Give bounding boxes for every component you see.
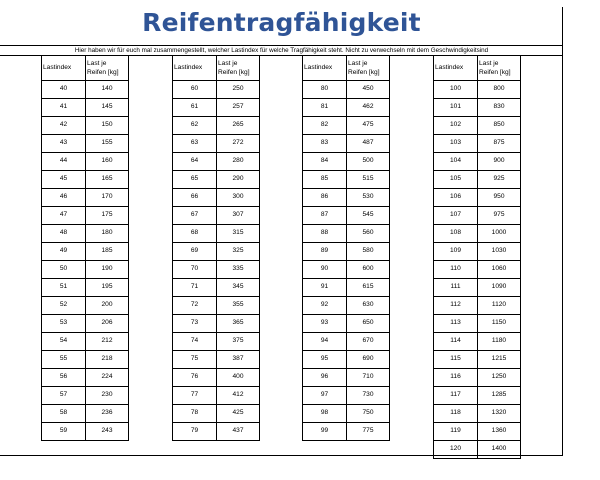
load-index-cell: 69 bbox=[173, 243, 217, 261]
load-index-cell: 81 bbox=[303, 99, 347, 117]
column-header-last-je-reifen bbox=[347, 56, 390, 81]
load-kg-cell: 1150 bbox=[478, 315, 521, 333]
table-row bbox=[42, 99, 129, 117]
load-kg-cell: 1120 bbox=[478, 297, 521, 315]
load-index-cell: 72 bbox=[173, 297, 217, 315]
load-index-cell: 87 bbox=[303, 207, 347, 225]
table-row bbox=[173, 387, 260, 405]
load-kg-cell: 437 bbox=[217, 423, 260, 441]
load-kg-cell: 170 bbox=[86, 189, 129, 207]
table-row bbox=[434, 117, 521, 135]
table-row bbox=[42, 315, 129, 333]
load-kg-cell: 800 bbox=[478, 81, 521, 99]
table-row bbox=[434, 315, 521, 333]
table-row bbox=[434, 153, 521, 171]
load-kg-cell: 387 bbox=[217, 351, 260, 369]
load-index-cell: 120 bbox=[434, 441, 478, 459]
load-index-cell: 63 bbox=[173, 135, 217, 153]
load-index-cell: 118 bbox=[434, 405, 478, 423]
load-kg-cell: 345 bbox=[217, 279, 260, 297]
load-kg-cell: 950 bbox=[478, 189, 521, 207]
column-header-lastindex: Lastindex bbox=[303, 56, 347, 81]
load-index-table-2 bbox=[172, 55, 260, 441]
load-index-table-4 bbox=[433, 55, 521, 459]
table-row bbox=[303, 423, 390, 441]
load-index-cell: 77 bbox=[173, 387, 217, 405]
table-row bbox=[303, 405, 390, 423]
table-row bbox=[173, 99, 260, 117]
table-row bbox=[173, 207, 260, 225]
page-subtitle: Hier haben wir für euch mal zusammengestellt, welcher Lastindex für welche Tragfähigkeit steht. Nicht zu verwechseln mit dem Geschwindigkeitsind bbox=[74, 47, 489, 54]
load-kg-cell: 710 bbox=[347, 369, 390, 387]
load-kg-cell: 180 bbox=[86, 225, 129, 243]
table-row bbox=[303, 279, 390, 297]
load-index-cell: 108 bbox=[434, 225, 478, 243]
table-row bbox=[173, 369, 260, 387]
table-row bbox=[303, 315, 390, 333]
table-row bbox=[434, 333, 521, 351]
load-kg-cell: 243 bbox=[86, 423, 129, 441]
header-line-2: Reifen [kg] bbox=[479, 69, 511, 76]
load-kg-cell: 730 bbox=[347, 387, 390, 405]
load-index-cell: 53 bbox=[42, 315, 86, 333]
load-index-cell: 40 bbox=[42, 81, 86, 99]
load-kg-cell: 365 bbox=[217, 315, 260, 333]
table-row bbox=[42, 297, 129, 315]
table-row bbox=[42, 81, 129, 99]
load-index-cell: 57 bbox=[42, 387, 86, 405]
table-row bbox=[303, 297, 390, 315]
load-kg-cell: 900 bbox=[478, 153, 521, 171]
load-kg-cell: 500 bbox=[347, 153, 390, 171]
table-row bbox=[173, 405, 260, 423]
table-row bbox=[173, 351, 260, 369]
table-row bbox=[173, 225, 260, 243]
header-line-1: Last je bbox=[348, 60, 368, 67]
table-row bbox=[42, 153, 129, 171]
table-row bbox=[434, 279, 521, 297]
load-index-cell: 42 bbox=[42, 117, 86, 135]
load-kg-cell: 325 bbox=[217, 243, 260, 261]
load-index-cell: 110 bbox=[434, 261, 478, 279]
load-kg-cell: 290 bbox=[217, 171, 260, 189]
load-kg-cell: 150 bbox=[86, 117, 129, 135]
table-row bbox=[303, 351, 390, 369]
load-kg-cell: 185 bbox=[86, 243, 129, 261]
load-kg-cell: 307 bbox=[217, 207, 260, 225]
table-row bbox=[303, 81, 390, 99]
table-row bbox=[173, 315, 260, 333]
table-row bbox=[303, 171, 390, 189]
table-row bbox=[303, 243, 390, 261]
table-row bbox=[42, 405, 129, 423]
load-index-cell: 90 bbox=[303, 261, 347, 279]
load-index-cell: 100 bbox=[434, 81, 478, 99]
table-row bbox=[303, 189, 390, 207]
load-index-cell: 95 bbox=[303, 351, 347, 369]
load-kg-cell: 630 bbox=[347, 297, 390, 315]
load-kg-cell: 1180 bbox=[478, 333, 521, 351]
load-index-cell: 89 bbox=[303, 243, 347, 261]
load-kg-cell: 560 bbox=[347, 225, 390, 243]
load-index-table-1 bbox=[41, 55, 129, 441]
load-index-cell: 74 bbox=[173, 333, 217, 351]
load-index-cell: 60 bbox=[173, 81, 217, 99]
load-index-cell: 41 bbox=[42, 99, 86, 117]
table-row bbox=[173, 81, 260, 99]
load-index-cell: 78 bbox=[173, 405, 217, 423]
load-kg-cell: 1090 bbox=[478, 279, 521, 297]
load-kg-cell: 280 bbox=[217, 153, 260, 171]
load-index-cell: 66 bbox=[173, 189, 217, 207]
table-row bbox=[434, 387, 521, 405]
load-index-cell: 58 bbox=[42, 405, 86, 423]
table-row bbox=[303, 135, 390, 153]
load-kg-cell: 155 bbox=[86, 135, 129, 153]
load-index-cell: 103 bbox=[434, 135, 478, 153]
load-kg-cell: 1030 bbox=[478, 243, 521, 261]
table-row bbox=[42, 171, 129, 189]
table-row bbox=[173, 261, 260, 279]
load-index-cell: 65 bbox=[173, 171, 217, 189]
table-row bbox=[303, 387, 390, 405]
load-kg-cell: 230 bbox=[86, 387, 129, 405]
load-index-cell: 99 bbox=[303, 423, 347, 441]
table-row bbox=[173, 243, 260, 261]
load-index-cell: 68 bbox=[173, 225, 217, 243]
load-index-cell: 91 bbox=[303, 279, 347, 297]
load-kg-cell: 775 bbox=[347, 423, 390, 441]
load-index-cell: 86 bbox=[303, 189, 347, 207]
load-index-table-3 bbox=[302, 55, 390, 441]
load-index-cell: 59 bbox=[42, 423, 86, 441]
load-index-cell: 67 bbox=[173, 207, 217, 225]
load-index-cell: 70 bbox=[173, 261, 217, 279]
load-kg-cell: 615 bbox=[347, 279, 390, 297]
load-index-cell: 75 bbox=[173, 351, 217, 369]
table-row bbox=[42, 243, 129, 261]
load-index-cell: 111 bbox=[434, 279, 478, 297]
table-row bbox=[303, 99, 390, 117]
load-kg-cell: 160 bbox=[86, 153, 129, 171]
header-line-1: Last je bbox=[87, 60, 107, 67]
load-index-cell: 101 bbox=[434, 99, 478, 117]
table-row bbox=[434, 243, 521, 261]
load-index-cell: 76 bbox=[173, 369, 217, 387]
load-index-cell: 105 bbox=[434, 171, 478, 189]
load-kg-cell: 670 bbox=[347, 333, 390, 351]
load-index-cell: 49 bbox=[42, 243, 86, 261]
load-index-cell: 51 bbox=[42, 279, 86, 297]
table-row bbox=[434, 261, 521, 279]
load-index-cell: 114 bbox=[434, 333, 478, 351]
load-kg-cell: 690 bbox=[347, 351, 390, 369]
table-row bbox=[173, 153, 260, 171]
table-row bbox=[173, 189, 260, 207]
table-row bbox=[173, 297, 260, 315]
load-index-cell: 46 bbox=[42, 189, 86, 207]
load-kg-cell: 250 bbox=[217, 81, 260, 99]
table-row bbox=[42, 135, 129, 153]
load-kg-cell: 850 bbox=[478, 117, 521, 135]
column-header-lastindex: Lastindex bbox=[173, 56, 217, 81]
load-index-cell: 50 bbox=[42, 261, 86, 279]
load-index-cell: 62 bbox=[173, 117, 217, 135]
column-header-last-je-reifen bbox=[478, 56, 521, 81]
load-kg-cell: 750 bbox=[347, 405, 390, 423]
table-row bbox=[303, 369, 390, 387]
load-kg-cell: 475 bbox=[347, 117, 390, 135]
column-header-lastindex: Lastindex bbox=[434, 56, 478, 81]
load-kg-cell: 236 bbox=[86, 405, 129, 423]
load-kg-cell: 265 bbox=[217, 117, 260, 135]
load-kg-cell: 1285 bbox=[478, 387, 521, 405]
load-index-cell: 55 bbox=[42, 351, 86, 369]
load-index-cell: 117 bbox=[434, 387, 478, 405]
table-row bbox=[434, 99, 521, 117]
load-index-cell: 43 bbox=[42, 135, 86, 153]
load-kg-cell: 375 bbox=[217, 333, 260, 351]
load-kg-cell: 1215 bbox=[478, 351, 521, 369]
load-index-cell: 80 bbox=[303, 81, 347, 99]
table-row bbox=[173, 135, 260, 153]
load-kg-cell: 315 bbox=[217, 225, 260, 243]
load-kg-cell: 830 bbox=[478, 99, 521, 117]
table-row bbox=[303, 261, 390, 279]
column-header-lastindex: Lastindex bbox=[42, 56, 86, 81]
load-index-cell: 104 bbox=[434, 153, 478, 171]
load-kg-cell: 165 bbox=[86, 171, 129, 189]
load-index-cell: 61 bbox=[173, 99, 217, 117]
load-kg-cell: 1360 bbox=[478, 423, 521, 441]
table-row bbox=[42, 189, 129, 207]
table-row bbox=[303, 117, 390, 135]
table-row bbox=[173, 423, 260, 441]
load-index-cell: 102 bbox=[434, 117, 478, 135]
load-kg-cell: 195 bbox=[86, 279, 129, 297]
load-kg-cell: 487 bbox=[347, 135, 390, 153]
load-index-cell: 47 bbox=[42, 207, 86, 225]
table-row bbox=[42, 279, 129, 297]
table-row bbox=[434, 171, 521, 189]
load-index-cell: 112 bbox=[434, 297, 478, 315]
load-index-cell: 71 bbox=[173, 279, 217, 297]
table-row bbox=[434, 369, 521, 387]
table-row bbox=[434, 225, 521, 243]
load-index-cell: 115 bbox=[434, 351, 478, 369]
header-line-2: Reifen [kg] bbox=[87, 69, 119, 76]
load-index-cell: 85 bbox=[303, 171, 347, 189]
table-row bbox=[42, 207, 129, 225]
table-row bbox=[434, 297, 521, 315]
load-kg-cell: 580 bbox=[347, 243, 390, 261]
load-kg-cell: 218 bbox=[86, 351, 129, 369]
table-row bbox=[434, 423, 521, 441]
load-kg-cell: 206 bbox=[86, 315, 129, 333]
load-index-cell: 73 bbox=[173, 315, 217, 333]
load-kg-cell: 355 bbox=[217, 297, 260, 315]
load-index-cell: 116 bbox=[434, 369, 478, 387]
load-index-cell: 97 bbox=[303, 387, 347, 405]
load-index-cell: 94 bbox=[303, 333, 347, 351]
load-index-cell: 79 bbox=[173, 423, 217, 441]
table-row bbox=[303, 207, 390, 225]
load-kg-cell: 1250 bbox=[478, 369, 521, 387]
table-row bbox=[434, 441, 521, 459]
load-index-cell: 48 bbox=[42, 225, 86, 243]
load-kg-cell: 1400 bbox=[478, 441, 521, 459]
load-kg-cell: 600 bbox=[347, 261, 390, 279]
load-kg-cell: 545 bbox=[347, 207, 390, 225]
header-line-2: Reifen [kg] bbox=[348, 69, 380, 76]
load-index-cell: 109 bbox=[434, 243, 478, 261]
table-row bbox=[434, 189, 521, 207]
table-row bbox=[173, 171, 260, 189]
header-line-1: Last je bbox=[218, 60, 238, 67]
table-row bbox=[42, 369, 129, 387]
load-kg-cell: 530 bbox=[347, 189, 390, 207]
load-index-cell: 44 bbox=[42, 153, 86, 171]
table-row bbox=[434, 207, 521, 225]
load-kg-cell: 212 bbox=[86, 333, 129, 351]
load-kg-cell: 1000 bbox=[478, 225, 521, 243]
table-row bbox=[42, 333, 129, 351]
table-row bbox=[42, 261, 129, 279]
load-index-cell: 88 bbox=[303, 225, 347, 243]
table-row bbox=[42, 351, 129, 369]
load-kg-cell: 224 bbox=[86, 369, 129, 387]
table-row bbox=[303, 333, 390, 351]
load-index-cell: 92 bbox=[303, 297, 347, 315]
load-index-cell: 107 bbox=[434, 207, 478, 225]
load-kg-cell: 1060 bbox=[478, 261, 521, 279]
load-kg-cell: 257 bbox=[217, 99, 260, 117]
table-row bbox=[42, 225, 129, 243]
load-index-cell: 52 bbox=[42, 297, 86, 315]
load-index-cell: 54 bbox=[42, 333, 86, 351]
load-index-cell: 98 bbox=[303, 405, 347, 423]
column-header-last-je-reifen bbox=[217, 56, 260, 81]
table-row bbox=[42, 387, 129, 405]
load-kg-cell: 650 bbox=[347, 315, 390, 333]
load-index-cell: 96 bbox=[303, 369, 347, 387]
load-kg-cell: 335 bbox=[217, 261, 260, 279]
load-index-cell: 106 bbox=[434, 189, 478, 207]
table-row bbox=[434, 135, 521, 153]
column-header-last-je-reifen bbox=[86, 56, 129, 81]
table-row bbox=[434, 81, 521, 99]
load-kg-cell: 425 bbox=[217, 405, 260, 423]
load-index-cell: 93 bbox=[303, 315, 347, 333]
load-kg-cell: 190 bbox=[86, 261, 129, 279]
load-kg-cell: 400 bbox=[217, 369, 260, 387]
table-row bbox=[434, 351, 521, 369]
load-kg-cell: 875 bbox=[478, 135, 521, 153]
load-kg-cell: 200 bbox=[86, 297, 129, 315]
header-line-1: Last je bbox=[479, 60, 499, 67]
load-index-cell: 84 bbox=[303, 153, 347, 171]
load-kg-cell: 515 bbox=[347, 171, 390, 189]
load-index-cell: 83 bbox=[303, 135, 347, 153]
table-row bbox=[173, 279, 260, 297]
load-kg-cell: 975 bbox=[478, 207, 521, 225]
load-kg-cell: 462 bbox=[347, 99, 390, 117]
page-title: Reifentragfähigkeit bbox=[142, 8, 421, 37]
load-kg-cell: 272 bbox=[217, 135, 260, 153]
load-kg-cell: 140 bbox=[86, 81, 129, 99]
table-row bbox=[173, 333, 260, 351]
table-row bbox=[434, 405, 521, 423]
load-kg-cell: 925 bbox=[478, 171, 521, 189]
load-index-cell: 113 bbox=[434, 315, 478, 333]
load-index-cell: 64 bbox=[173, 153, 217, 171]
load-index-cell: 119 bbox=[434, 423, 478, 441]
load-kg-cell: 175 bbox=[86, 207, 129, 225]
table-row bbox=[303, 153, 390, 171]
load-kg-cell: 450 bbox=[347, 81, 390, 99]
load-kg-cell: 412 bbox=[217, 387, 260, 405]
load-index-cell: 82 bbox=[303, 117, 347, 135]
load-kg-cell: 145 bbox=[86, 99, 129, 117]
table-row bbox=[42, 117, 129, 135]
load-kg-cell: 1320 bbox=[478, 405, 521, 423]
table-row bbox=[303, 225, 390, 243]
load-kg-cell: 300 bbox=[217, 189, 260, 207]
load-index-cell: 56 bbox=[42, 369, 86, 387]
header-line-2: Reifen [kg] bbox=[218, 69, 250, 76]
load-index-cell: 45 bbox=[42, 171, 86, 189]
table-row bbox=[173, 117, 260, 135]
table-row bbox=[42, 423, 129, 441]
